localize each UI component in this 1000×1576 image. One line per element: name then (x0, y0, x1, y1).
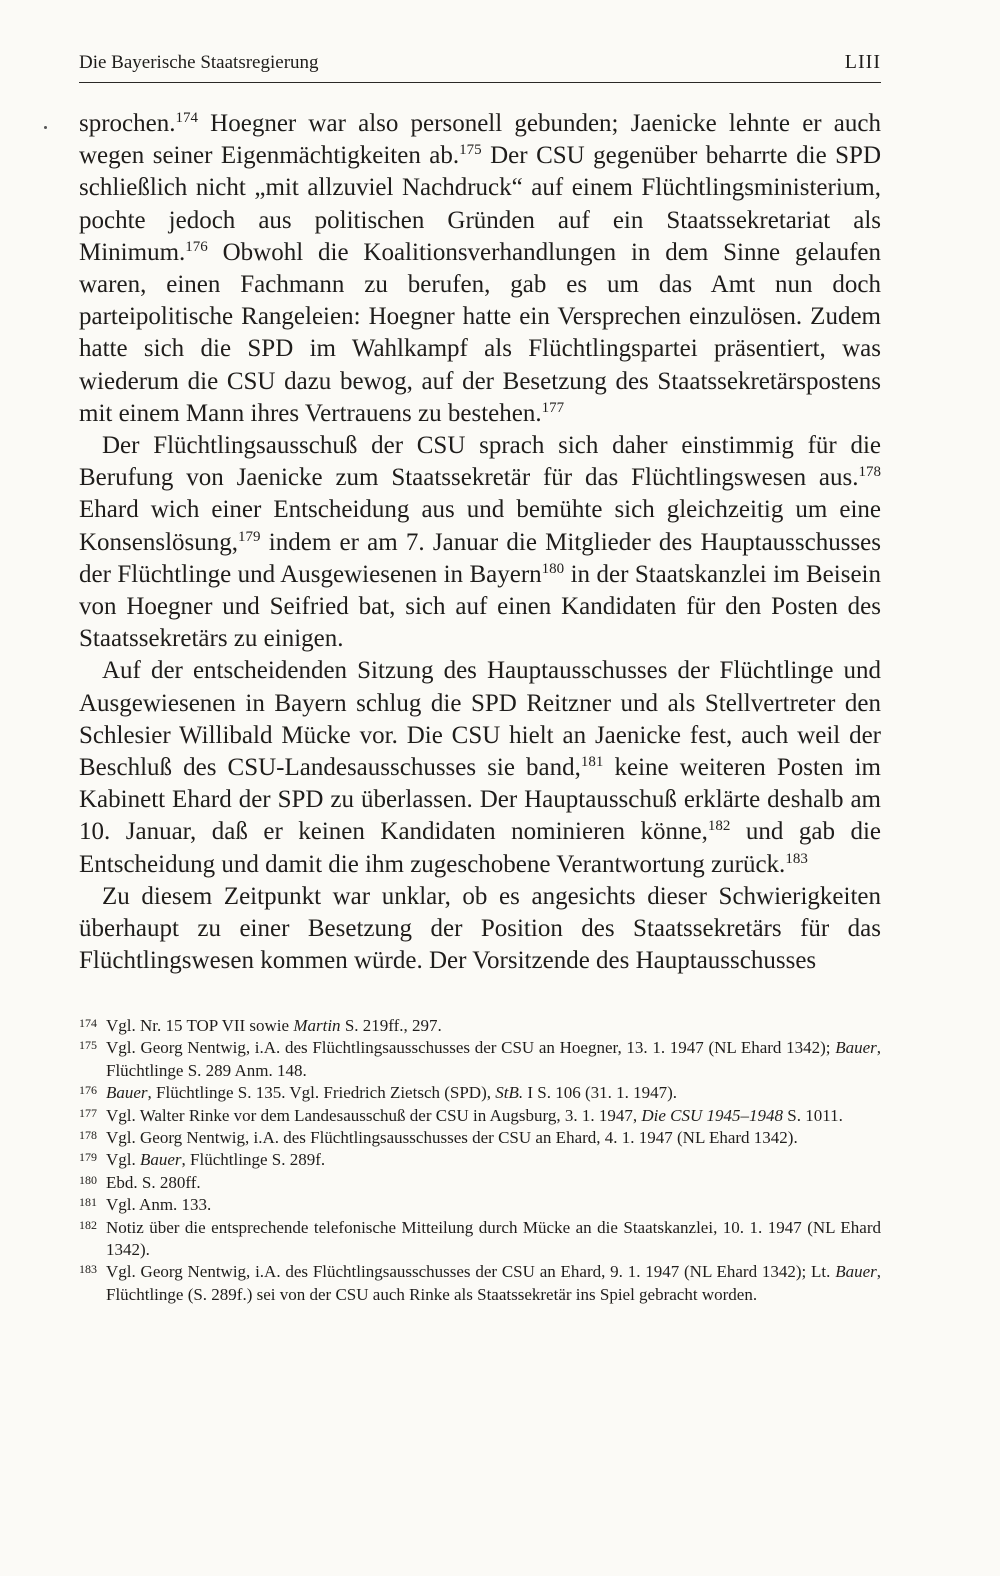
italic-text: StB. (495, 1083, 524, 1103)
paragraph (79, 108, 881, 430)
text-run: und gab die Entscheidung und damit die ihm zugeschobene Verantwortung zurück. (79, 818, 882, 878)
margin-mark (44, 126, 47, 129)
text-run: Vgl. Walter Rinke vor dem Landesausschuß der CSU in Augsburg, 3. 1. 1947, (106, 1105, 642, 1125)
text-run: indem er am 7. Januar die Mitglieder des Hauptausschusses der Flüchtlinge und Ausgewiesenen in Bayern (79, 528, 881, 588)
text-run: Notiz über die entsprechende telefonische Mitteilung durch Mücke an die Staatskanzlei, 10. 1. 1947 (NL Ehard 1342). (106, 1217, 881, 1260)
text-run: , Flüchtlinge S. 135. Vgl. Friedrich Zietsch (SPD), (147, 1083, 496, 1103)
footnote: 175 Vgl. Georg Nentwig, i.A. des Flüchtlingsausschusses der CSU an Hoegner, 13. 1. 1947 (NL Ehard 1342); Bauer, Flüchtlinge S. 289 Anm. 148. (79, 1038, 881, 1080)
text-run: Vgl. Georg Nentwig, i.A. des Flüchtlingsausschusses der CSU an Ehard, 9. 1. 1947 (NL Ehard 1342); Lt. (106, 1262, 836, 1282)
page-number: LIII (844, 51, 881, 73)
footnote-ref: 175 (459, 142, 482, 159)
text-run: Vgl. Nr. 15 TOP VII sowie (106, 1016, 294, 1035)
header-rule (79, 82, 881, 83)
italic-text: Bauer (106, 1083, 148, 1103)
text-run: Vgl. Georg Nentwig, i.A. des Flüchtlingsausschusses der CSU an Ehard, 4. 1. 1947 (NL Ehard 1342). (106, 1128, 798, 1148)
italic-text: Martin (293, 1016, 341, 1035)
text-run: Auf der entscheidenden Sitzung des Hauptausschusses der Flüchtlinge und Ausgewiesenen in Bayern schlug die SPD Reitzner und als Stellvertreter den Schlesier Willibald Mücke vor. Die CSU hielt an Jaenicke fest, auch weil der Beschluß des CSU-Landesausschusses sie band, (79, 657, 881, 782)
text-run: , Flüchtlinge S. 289f. (181, 1150, 326, 1170)
italic-text: Bauer (835, 1038, 877, 1058)
text-run: Der Flüchtlingsausschuß der CSU sprach sich daher einstimmig für die Berufung von Jaenicke zum Staatssekretär für das Flüchtlingswesen aus. (79, 432, 881, 492)
footnote: 182 Notiz über die entsprechende telefonische Mitteilung durch Mücke an die Staatskanzlei, 10. 1. 1947 (NL Ehard 1342). (79, 1217, 881, 1260)
text-run: Ehard wich einer Entscheidung aus und bemühte sich gleichzeitig um eine Konsenslösung, (79, 496, 881, 556)
italic-text: Bauer (140, 1150, 182, 1170)
footnote-ref: 180 (541, 560, 565, 577)
text-run: Obwohl die Koalitionsverhandlungen in dem Sinne gelaufen waren, einen Fachmann zu berufen, gab es um das Amt nun doch parteipolitische Rangeleien: Hoegner hatte ein Versprechen einzulösen. Zudem hatte sich die SPD im Wahlkampf als Flüchtlingspartei präsentiert, was wiederum die CSU dazu bewog, auf der Besetzung des Staatssekretärspostens mit einem Mann ihres Vertrauens zu bestehen. (79, 238, 881, 427)
footnote-ref: 181 (580, 754, 604, 771)
text-run: , Flüchtlinge (S. 289f.) sei von der CSU auch Rinke als Staatssekretär ins Spiel gebracht worden. (106, 1262, 881, 1304)
text-run: Ebd. S. 280ff. (106, 1172, 201, 1192)
text-run: Der CSU gegenüber beharrte die SPD schließlich nicht „mit allzuviel Nachdruck“ auf einem Flüchtlingsministerium, pochte jedoch aus politischen Gründen auf ein Staatssekretariat als Minimum. (79, 142, 881, 266)
footnote-ref: 179 (238, 528, 261, 545)
footnote-ref: 176 (185, 238, 208, 255)
text-run: in der Staatskanzlei im Beisein von Hoegner und Seifried bat, sich auf einen Kandidaten für den Posten des Staatssekretärs zu einigen. (79, 560, 881, 653)
text-run: I S. 106 (31. 1. 1947). (523, 1083, 678, 1103)
footnote: 176 Bauer, Flüchtlinge S. 135. Vgl. Friedrich Zietsch (SPD), StB. I S. 106 (31. 1. 1947). (79, 1083, 678, 1103)
text-run: Zu diesem Zeitpunkt war unklar, ob es angesichts dieser Schwierigkeiten überhaupt zu einer Besetzung der Position des Staatssekretärs für das Flüchtlingswesen kommen würde. Der Vorsitzende des Hauptausschusses (79, 882, 881, 975)
italic-text: Die CSU 1945–1948 (641, 1105, 784, 1125)
footnote: 174 Vgl. Nr. 15 TOP VII sowie Martin S. 219ff., 297. (79, 1016, 442, 1035)
text-run: sprochen. (79, 110, 176, 137)
footnote-ref: 177 (541, 399, 565, 416)
text-run: S. 1011. (783, 1105, 843, 1125)
text-run: Vgl. (106, 1150, 140, 1170)
text-run: Vgl. Anm. 133. (106, 1195, 212, 1215)
paragraph (79, 655, 881, 880)
running-title: Die Bayerische Staatsregierung (79, 52, 319, 73)
footnote-ref: 178 (858, 464, 881, 481)
footnote: 180 Ebd. S. 280ff. (79, 1172, 201, 1192)
footnote: 181 Vgl. Anm. 133. (79, 1195, 212, 1215)
paragraph (79, 881, 881, 978)
footnote: 177 Vgl. Walter Rinke vor dem Landesausschuß der CSU in Augsburg, 3. 1. 1947, Die CSU 1945–1948 S. 1011. (79, 1105, 843, 1125)
text-run: Hoegner war also personell gebunden; Jaenicke lehnte er auch wegen seiner Eigenmächtigkeiten ab. (79, 110, 881, 170)
footnote: 179 Vgl. Bauer, Flüchtlinge S. 289f. (79, 1150, 326, 1170)
footnote: 178 Vgl. Georg Nentwig, i.A. des Flüchtlingsausschusses der CSU an Ehard, 4. 1. 1947 (NL Ehard 1342). (79, 1128, 798, 1148)
text-run: keine weiteren Posten im Kabinett Ehard der SPD zu überlassen. Der Hauptausschuß erklärte deshalb am 10. Januar, daß er keinen Kandidaten nominieren könne, (79, 754, 881, 846)
body-text (79, 108, 881, 977)
text-run: S. 219ff., 297. (340, 1016, 442, 1035)
page-header (79, 50, 881, 75)
text-run: , Flüchtlinge S. 289 Anm. 148. (106, 1038, 881, 1080)
footnotes (79, 1015, 881, 1306)
paragraph (79, 430, 881, 655)
footnote-ref: 174 (175, 110, 198, 126)
footnote-ref: 182 (707, 818, 731, 835)
italic-text: Bauer (835, 1262, 877, 1282)
footnote-ref: 183 (785, 850, 808, 867)
footnote: 183 Vgl. Georg Nentwig, i.A. des Flüchtlingsausschusses der CSU an Ehard, 9. 1. 1947 (NL Ehard 1342); Lt. Bauer, Flüchtlinge (S. 289f.) sei von der CSU auch Rinke als Staatssekretär ins Spiel gebracht worden. (79, 1262, 881, 1304)
text-run: Vgl. Georg Nentwig, i.A. des Flüchtlingsausschusses der CSU an Hoegner, 13. 1. 1947 (NL Ehard 1342); (106, 1038, 836, 1058)
